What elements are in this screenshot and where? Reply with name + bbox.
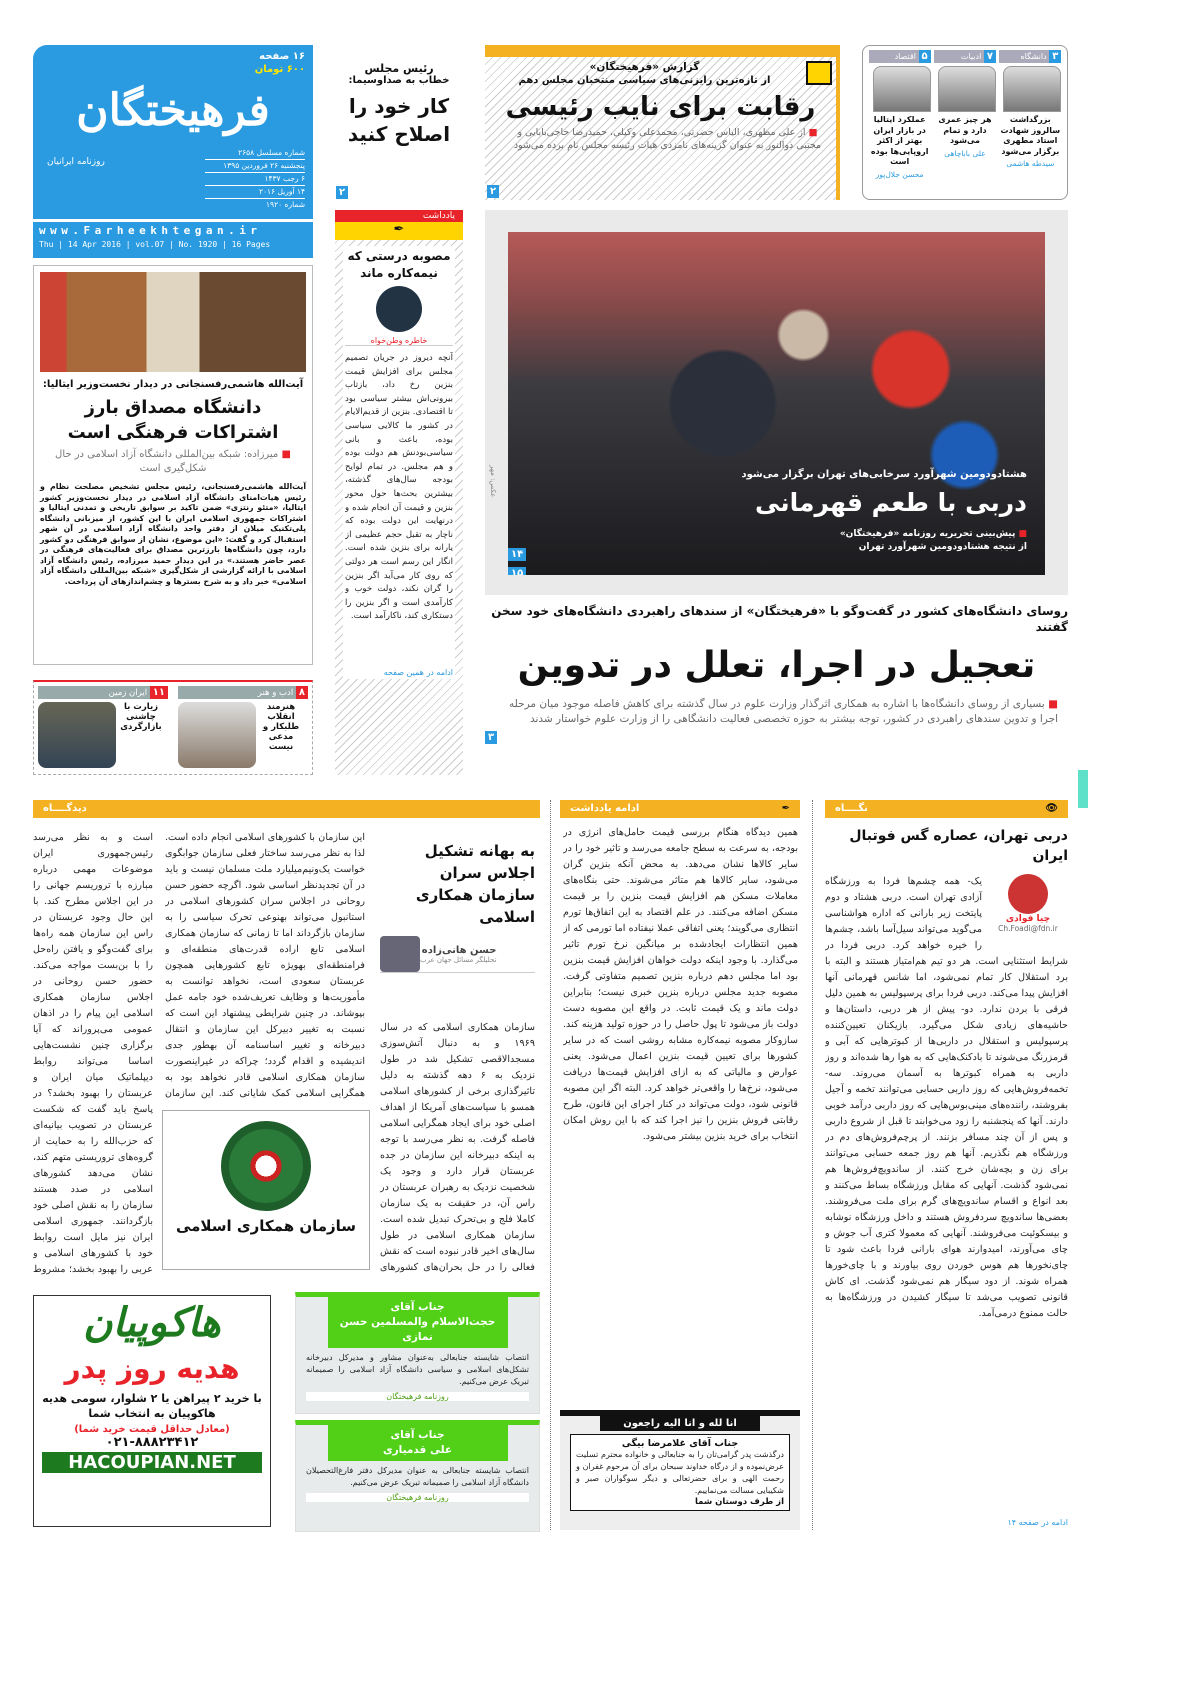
kicker: از تازه‌ترین رایزنی‌های سیاسی منتخبان مجلس دهم xyxy=(518,75,771,86)
headline: مصوبه درستی که نیمه‌کاره ماند xyxy=(347,249,451,280)
eye-icon: 👁 xyxy=(1045,803,1058,814)
page-count: ۱۶ صفحه xyxy=(259,51,305,62)
teasers xyxy=(862,45,1068,200)
section-label: یادداشت xyxy=(335,210,463,222)
author-box: چیا فوادی Ch.Foadi@fdn.ir xyxy=(988,874,1068,933)
section-label: نگــــاه 👁 xyxy=(825,800,1068,818)
continue-link[interactable]: ادامه در همین صفحه xyxy=(383,668,453,677)
headline: رقابت برای نایب رئیسی xyxy=(505,92,816,122)
didgah-header: به بهانه تشکیل اجلاس سران سازمان همکاری اسلامی حسن هانی‌زاده تحلیلگر مسائل جهان عرب xyxy=(380,840,535,973)
kicker: گزارش «فرهیختگان» xyxy=(589,61,700,73)
dateline: Thu | 14 Apr 2016 | vol.07 | No. 1920 | 16 Pages xyxy=(39,240,271,249)
inside-pages xyxy=(33,680,313,775)
inside-teaser[interactable]: ۱۱ ایران زمین زیارت با چاشنی بازارگردی xyxy=(38,686,168,768)
continue-link[interactable]: ادامه در صفحه ۱۴ xyxy=(1007,1518,1068,1527)
divider xyxy=(812,800,813,1530)
oic-logo: سازمان همکاری اسلامی xyxy=(162,1110,370,1270)
lead: از علی مطهری، الیاس حضرتی، محمدعلی وکیلی، حمیدرضا حاجی‌بابایی و مجتبی ذوالنور به عنوان گزینه‌های نامزدی هیات رئیسه مجلس نام برده می‌شود xyxy=(513,127,822,151)
date-hijri: ۶ رجب ۱۴۳۷ xyxy=(205,173,305,186)
pen-icon: ✒ xyxy=(335,222,463,240)
page-ref: ۲ xyxy=(336,186,348,199)
teaser[interactable]: ۵ اقتصاد عملکرد ایتالیا در بازار ایران بهتر از اکثر اروپایی‌ها بوده است محسن جلال‌پور xyxy=(869,50,931,195)
website[interactable]: www.Farheekhtegan.ir xyxy=(39,224,262,237)
headline: دانشگاه مصداق بارز اشتراکات فرهنگی است xyxy=(67,397,279,443)
headline: دربی تهران، عصاره گس فوتبال ایران xyxy=(849,828,1068,864)
congrats-notice: جناب آقای علی قدمیاری انتصاب شایسته جنابعالی به عنوان مدیرکل دفتر فارغ‌التحصیلان دانشگاه آزاد اسلامی را صمیمانه تبریک عرض می‌کنیم. روزنامه فرهیختگان xyxy=(295,1420,540,1532)
page-ref: ۲ xyxy=(487,185,499,198)
divider xyxy=(550,800,551,1530)
lead: بسیاری از روسای دانشگاه‌ها با اشاره به همکاری اثرگذار وزارت علوم در سال گذشته برای کاهش فاصله موجود میان مرحله اجرا و تدوین سندهای راهبردی در کشور، توجه بیشتر به حوزه تخصصی فعالیت دانشگاهی را از وزارت علوم خواستار شدند xyxy=(508,698,1058,725)
page-ref: ۱۴ xyxy=(508,548,526,561)
article-column: سازمان همکاری اسلامی که در سال ۱۹۶۹ و به دنبال آتش‌سوزی مسجدالاقصی تشکیل شد در طول نزدیک به ۶ دهه گذشته به دلیل تاثیرگذاری برخی از کشورهای اسلامی همسو با سیاست‌های آمریکا از اهداف اصلی خود برای ایجاد همگرایی اسلامی فاصله گرفت. به نظر می‌رسد با توجه به اینکه دبیرخانه این سازمان در جده عربستان قرار دارد و وجود یک شخصیت نزدیک به رهبران عربستان در راس آن، در حقیقت به یک سازمان کاملا فلج و بی‌تحرک تبدیل شده است. سازمان همکاری اسلامی در طول سال‌های اخیر قادر نبوده است که نقش فعالی را در حل بحران‌های کشورهای xyxy=(380,1022,535,1273)
article-column: این سازمان با کشورهای اسلامی انجام داده است. لذا به نظر می‌رسد ساختار فعلی سازمان جوابگوی خواست یک‌ونیم‌میلیارد ملت مسلمان نیست و باید در آن تجدیدنظر اساسی شود. اگرچه حضور حسن روحانی در اجلاس سران کشورهای اسلامی در استانبول می‌تواند بهنوعی تحرک سیاسی را به سازمان بازگرداند اما تا زمانی که سازمان همکاری اسلامی تابع اراده قدرت‌های منطقه‌ای و فرامنطقه‌ای بهویژه تابع کشورهایی همچون عربستان سعودی است، نخواهد توانست به مأموریت‌ها و وظایف تعریف‌شده خود جامه عمل بپوشاند. در چنین شرایطی پیشنهاد این است که نسبت به تغییر دبیرکل این سازمان و انتقال دبیرخانه و تغییر اساسنامه آن بهطور جدی اندیشیده و اقدام گردد؛ چراکه در غیراینصورت سازمان همکاری اسلامی قادر نخواهد بود به همگرایی اسلامی کمک شایانی کند. این سازمان xyxy=(165,832,365,1099)
photo-credit: عکس: مهر xyxy=(489,465,497,498)
page-ref: ۳ xyxy=(485,731,497,744)
tagline: روزنامه ایرانیان xyxy=(47,157,105,167)
issue-info xyxy=(205,147,305,211)
thumbnail xyxy=(1003,66,1061,112)
rafsanjani-story[interactable]: آیت‌الله هاشمی‌رفسنجانی در دیدار نخست‌وزیر ایتالیا: دانشگاه مصداق بارز اشتراکات فرهنگی است ■ میرزاده: شبکه بین‌المللی دانشگاه آزاد اسلامی در حال شکل‌گیری است آیت‌الله هاشمی‌رفسنجانی، رئیس مجلس تشخیص مصلحت نظام و رئیس هیات‌امنای دانشگاه آزاد اسلامی در دیدار نخست‌وزیر کشور ایتالیا، «متئو رنتزی» ضمن تاکید بر سوابق تاریخی و تمدنی ایتالیا و اشتراکات جمهوری اسلامی ایران با این کشور، از میزبانی دانشگاه پلی‌تکنیک میلان از دفتر واحد دانشگاه آزاد اسلامی در آن شهر استقبال کرد و گفت: «این موضوع، نشان از سوابق فرهنگی دو کشور دارد، چون دانشگاه‌ها بارزترین مصداق برای فعالیت‌های فرهنگی در عصر حاضر هستند.» در این دیدار حمید میرزاده، رئیس دانشگاه آزاد اسلامی با ارائه گزارشی از شکل‌گیری «شبکه بین‌المللی دانشگاه آزاد اسلامی» خبر داد و به شرح بسترها و چشم‌اندازهای آن پرداخت. xyxy=(33,265,313,665)
pen-icon: ✒ xyxy=(781,803,790,814)
issue-number: شماره ۱۹۲۰ xyxy=(266,200,305,209)
headline: دربی با طعم قهرمانی xyxy=(754,488,1027,517)
inside-teaser[interactable]: ۸ ادب و هنر هنرمند انقلاب طلبکار و مدعی نیست xyxy=(178,686,308,768)
headline: کار خود را اصلاح کنید xyxy=(347,94,451,146)
speaker-story[interactable] xyxy=(335,62,463,148)
article-body: آیت‌الله هاشمی‌رفسنجانی، رئیس مجلس تشخیص مصلحت نظام و رئیس هیات‌امنای دانشگاه آزاد اسلامی در دیدار نخست‌وزیر کشور ایتالیا، «متئو رنتزی» ضمن تاکید بر سوابق تاریخی و تمدنی ایتالیا و اشتراکات جمهوری اسلامی ایران با این کشور، از میزبانی دانشگاه پلی‌تکنیک میلان از دفتر واحد دانشگاه آزاد اسلامی در آن شهر استقبال کرد و گفت: «این موضوع، نشان از سوابق فرهنگی دو کشور دارد، چون دانشگاه‌ها بارزترین مصداق برای فعالیت‌های فرهنگی در عصر حاضر هستند.» در این دیدار حمید میرزاده، رئیس دانشگاه آزاد اسلامی با ارائه گزارشی از شکل‌گیری «شبکه بین‌المللی دانشگاه آزاد اسلامی» خبر داد و به شرح بسترها و چشم‌اندازهای آن پرداخت. xyxy=(40,482,306,586)
serial: شماره مسلسل ۲۶۵۸ xyxy=(205,147,305,160)
article-body: آنچه دیروز در جریان تصمیم مجلس برای افزایش قیمت بنزین رخ داد، بازتاب بیرونی‌اش بیشتر سیاسی بود تا اقتصادی. بنزین از قدیم‌الایام در کشور ما کالایی سیاسی بوده، باعث و بانی سیاسی‌بودنش هم دولت بوده و هم مجلس. در تمام لوایح بودجه سال‌های گذشته، بیشترین بحث‌ها حول محور بنزین و قیمت آن انجام شده و درنهایت این دولت بوده که ناچار به تقبل حجم عظیمی از یارانه برای بنزین شده است. انگار این رسم است هر دولتی که روی کار می‌آید اگر بنزین را گران نکند، دولت خوب و کارآمدی است و اگر بنزین را دستکاری کند، ناکارآمد است. xyxy=(345,353,453,622)
article-column: است و به نظر می‌رسد رئیس‌جمهوری ایران موضوعات مهمی درباره مبارزه با تروریسم جهانی را در این اجلاس مطرح کند. با این حال وجود عربستان در راس این سازمان همه راه‌ها برای گفت‌وگو و یافتن راه‌حل را با بن‌بست مواجه می‌کند. حضور حسن روحانی در اجلاس سازمان همکاری اسلامی این پیام را در اذهان عمومی می‌پروراند که آیا برگزاری چنین نشست‌هایی اساسا می‌تواند روابط دیپلماتیک میان ایران و عربستان را بهبود بخشد؟ در پاسخ باید گفت که شکست عربستان در تصویب بیانیه‌ای که حزب‌الله را به حمایت از گروه‌های تروریستی متهم کند، نشان می‌دهد کشورهای اسلامی در صدد هستند سازمان را به نقش اصلی خود بازگردانند. جمهوری اسلامی ایران نیز مایل است روابط خود با کشورهای اسلامی و عربی را بهبود بخشد؛ مشروط xyxy=(33,832,153,1275)
derby-photo: هشتادودومین شهرآورد سرخابی‌های تهران برگزار می‌شود دربی با طعم قهرمانی ■ پیش‌بینی تحریریه روزنامه «فرهیختگان» از نتیجه هشتادودومین شهرآورد تهران ۱۴ ۱۵ xyxy=(508,232,1045,575)
thumbnail xyxy=(938,66,996,112)
author: خاطره وطن‌خواه xyxy=(345,336,453,346)
section-label: دیدگــــاه xyxy=(33,800,540,818)
scroll-marker xyxy=(1078,770,1088,808)
article-body: همین دیدگاه هنگام بررسی قیمت حامل‌های انرژی در بودجه، به سرعت به سطح جامعه می‌رسد و تاثیر خود را در سایر کالاها نشان می‌دهد. به محض آنکه بنزین گران می‌شود، سایر کالاها هم متاثر می‌شوند. حتی بنگاه‌های معاملات مسکن هم افزایش قیمت بنزین را بر قیمت مسکن اضافه می‌کنند. در علم اقتصاد به این اتفاق‌ها تورم انتظاری می‌گویند؛ یعنی اتفاقی عملا نیفتاده اما تورمی که از همین انتظارات ایجادشده بر میانگین نرخ تورم تاثیر می‌گذارد. با وجود اینکه دولت خواهان افزایش قیمت بنزین بود اما مجلس دهم درباره بنزین تصمیم متفاوتی گرفت. مصوبه جدید مجلس درباره بنزین خبری نیست؛ بنابراین دولت ماند و یک قیمت ثابت. در واقع این مصوبه دست دولت باز می‌شود تا پول حاصل را در حوزه تولید هزینه کند. سازوکار مصوبه نیمه‌کاره مشابه روشی است که در سایر کشورها برای تعیین قیمت بنزین اعمال می‌شود. یعنی عوارض و مالیاتی که به ازای افزایش قیمت‌ها دریافت می‌شود، نرخ‌ها را واقعی‌تر خواهد کرد. البته اگر این مصوبه قانونی شود، دولت می‌تواند در کنار اجرای این قانون، طرح رقابتی فروش بنزین را نیز اجرا کند که با این روش امکان انتخاب برای خرید بنزین بیشتر می‌شود. xyxy=(563,827,798,1142)
date-fa: پنجشنبه ۲۶ فروردین ۱۳۹۵ xyxy=(205,160,305,173)
main-story[interactable]: روسای دانشگاه‌های کشور در گفت‌وگو با «فرهیختگان» از سندهای راهبردی دانشگاه‌های خود سخن گفتند تعجیل در اجرا، تعلل در تدوین ■ بسیاری از روسای دانشگاه‌ها با اشاره به همکاری اثرگذار وزارت علوم در سال گذشته برای کاهش فاصله موجود میان مرحله اجرا و تدوین سندهای راهبردی در کشور، توجه بیشتر به حوزه تخصصی فعالیت دانشگاهی را از وزارت علوم خواستار شدند ۳ xyxy=(485,603,1068,744)
masthead xyxy=(33,45,313,219)
kicker: آیت‌الله هاشمی‌رفسنجانی در دیدار نخست‌وزیر ایتالیا: xyxy=(42,379,304,390)
thumbnail xyxy=(38,702,116,768)
ballot-box-icon xyxy=(806,61,832,85)
dateline-bar xyxy=(33,222,313,258)
article-body: یک- همه چشم‌ها فردا به ورزشگاه آزادی تهران است. دربی هشتاد و دوم پایتخت زیر بارانی که اداره هواشناسی می‌گوید می‌تواند سیل‌آسا باشد، چشم‌ها را خیره خواهد کرد. دربی فردا در شرایط استثنایی است. هر دو تیم هم‌امتیاز هستند و البته با برد استقلال کار تمام نمی‌شود، اما شانس قهرمانی آنها افزایش پیدا می‌کند. دربی فردا برای پرسپولیس به همین دلیل فرقی با بردن ندارد. دو- پیش از هر دربی، داستان‌ها و حاشیه‌های زیادی شکل می‌گیرد. بازیکنان تعیین‌کننده پرسپولیس و استقلال در داربی‌ها از کبوترهایی که آبی و قرمزرنگ می‌شوند تا بادکنک‌هایی که به هوا رها شده‌اند و روز داربی به همراه کبوترها به آسمان می‌روند. سه- تخمه‌فروش‌هایی که روز داربی حسابی می‌توانند تخمه و آجیل بفروشند، راننده‌های مینی‌بوس‌هایی که روز داربی درآمد خوبی دارند. آنها که پنجشنبه را زود می‌خوابند تا قبل از شروع داربی و پس از آن چند مسافر بزنند. از پرچم‌فروش‌های دم در ورزشگاه هم نگذریم. آنها هم روز جمعه حسابی می‌توانند برای زن و بچه‌شان خرج کنند. از ساندویچ‌فروش‌ها هم نمی‌شود گذشت. آنهایی که مقابل ورزشگاه بساط می‌کنند و بعد انواع و اقسام ساندویچ‌های گرم برای ملت می‌فروشند. بعضی‌ها ساندویچ سردفروش هستند و داخل ورزشگاه نوشابه و بیسکوئیت می‌فروشند. آنهایی که معمولا کتری آب جوش و چای می‌آورند، امیدوارند هوای بارانی فردا باعث شود تا چای‌نخورها هم هوس خوردن روی بیاورند و با چای‌خورها همراه شوند. از دود سیگار هم نمی‌شود گذشت. ای کاش قانونی تصویب می‌شد تا سیگار کشیدن در ورزشگاه‌ها به حالت ممنوع درمی‌آمد. xyxy=(825,876,1068,1319)
thumbnail xyxy=(873,66,931,112)
date-en: ۱۴ آوریل ۲۰۱۶ xyxy=(205,186,305,199)
author-photo xyxy=(380,936,420,972)
headline: تعجیل در اجرا، تعلل در تدوین xyxy=(517,645,1036,686)
author-photo xyxy=(376,286,422,332)
lead: میرزاده: شبکه بین‌المللی دانشگاه آزاد اسلامی در حال شکل‌گیری است xyxy=(55,449,279,474)
teaser[interactable]: ۷ ادبیات هر چیز عمری دارد و تمام می‌شود علی باباچاهی xyxy=(934,50,996,195)
congrats-notice: جناب آقای حجت‌الاسلام والمسلمین حسن نمازی انتصاب شایسته جنابعالی به‌عنوان مشاور و مدیرکل دبیرخانه تشکل‌های اسلامی و سیاسی دانشگاه آزاد اسلامی را صمیمانه تبریک عرض می‌کنیم. روزنامه فرهیختگان xyxy=(295,1292,540,1414)
kicker: هشتادودومین شهرآورد سرخابی‌های تهران برگزار می‌شود xyxy=(741,469,1027,480)
teaser[interactable]: ۳ دانشگاه بزرگداشت سالروز شهادت استاد مطهری برگزار می‌شود سیدطه هاشمی xyxy=(1000,51,1061,168)
oic-emblem-icon xyxy=(221,1121,311,1211)
condolence-notice: انا لله و انا الیه راجعون جناب آقای غلامرضا بیگی درگذشت پدر گرامی‌تان را به جنابعالی و خانواده محترم تسلیت عرض‌نموده و از درگاه خداوند سبحان برای آن مرحوم غفران و رحمت الهی و برای حضرتعالی و دیگر سوگواران صبر و شکیبایی مسالت می‌نماییم. از طرف دوستان شما xyxy=(560,1410,800,1530)
kicker: خطاب به صداوسیما: xyxy=(348,75,450,86)
hacoupian-ad[interactable]: هاکوپیان هدیه روز پدر با خرید ۲ پیراهن یا ۲ شلوار، سومی هدیه هاکوپیان به انتخاب شما (معادل حداقل قیمت خرید شما) ۰۲۱-۸۸۸۲۳۴۱۲ HACOUPIAN.NET xyxy=(33,1295,271,1527)
page-ref: ۱۵ xyxy=(508,567,526,575)
author-email[interactable]: Ch.Foadi@fdn.ir xyxy=(998,924,1058,933)
thumbnail xyxy=(178,702,256,768)
section-label: ادامه یادداشت ✒ xyxy=(560,800,800,818)
top-story[interactable]: گزارش «فرهیختگان» از تازه‌ترین رایزنی‌های سیاسی منتخبان مجلس دهم رقابت برای نایب رئیسی ■ از علی مطهری، الیاس حضرتی، محمدعلی وکیلی، حمیدرضا حاجی‌بابایی و مجتبی ذوالنور به عنوان گزینه‌های نامزدی هیات رئیسه مجلس نام برده می‌شود ۲ xyxy=(485,45,840,200)
kicker: روسای دانشگاه‌های کشور در گفت‌وگو با «فرهیختگان» از سندهای راهبردی دانشگاه‌های خود سخن گفتند xyxy=(491,604,1068,634)
logo: فرهیختگان xyxy=(76,85,270,136)
kicker: رئیس مجلس xyxy=(364,62,434,75)
story-photo xyxy=(40,272,306,372)
headline: به بهانه تشکیل اجلاس سران سازمان همکاری اسلامی xyxy=(415,842,535,926)
note-column[interactable] xyxy=(335,210,463,775)
price: ۶۰۰ تومان xyxy=(254,64,305,75)
